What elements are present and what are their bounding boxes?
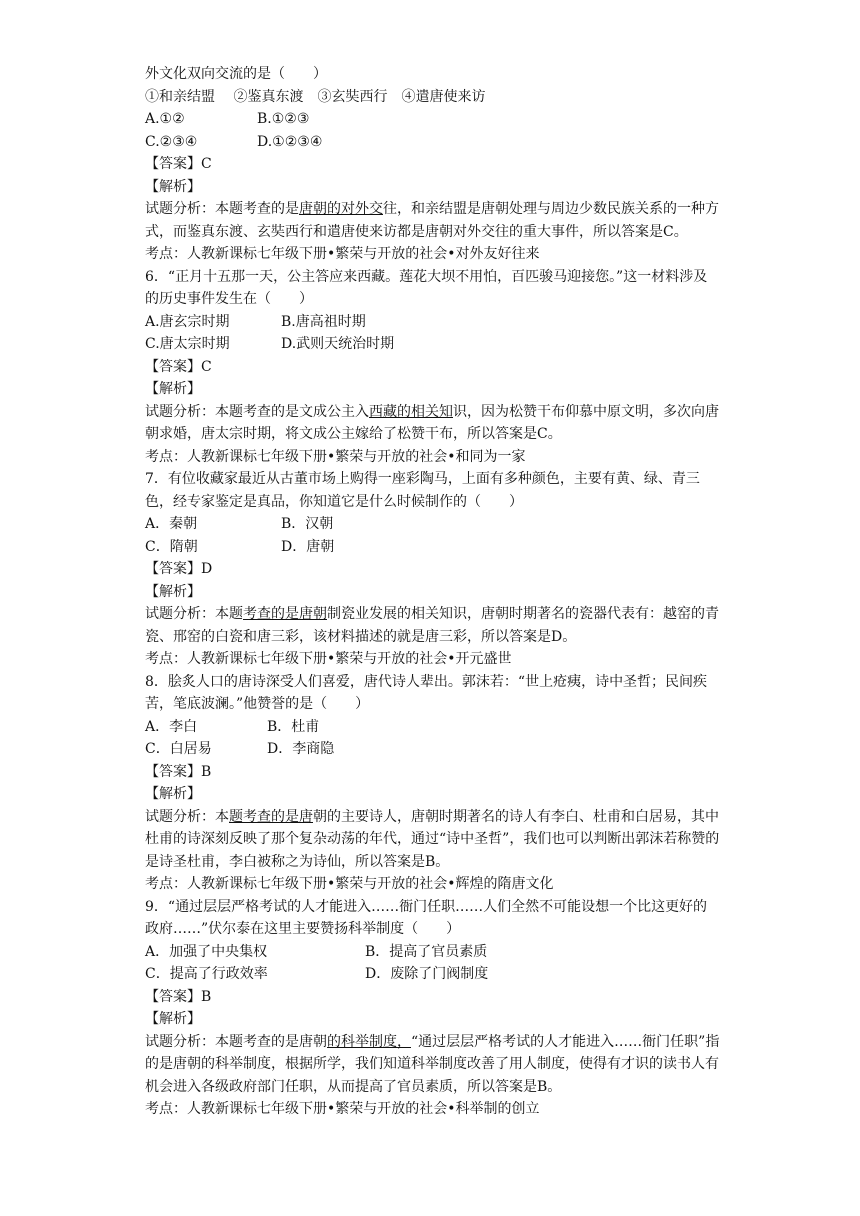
analysis-label: 【解析】	[145, 1011, 201, 1027]
question-6	[145, 266, 720, 469]
analysis-text-part: “通过层层严格考试的人才能进入……衙门任职”指的是唐朝的科举制度，根据所学，我们知道科举制度改善了用人制度，使得有才识的读书人有机会进入各级政府部门任职，从而提高了官员素质，所以答案是B。	[145, 1033, 720, 1095]
option-row	[145, 738, 720, 761]
analysis-text	[145, 1031, 720, 1099]
knowledge-point: 考点：人教新课标七年级下册•繁荣与开放的社会•辉煌的隋唐文化	[145, 876, 554, 892]
analysis-text-part: 试题分析：本题考查的是唐朝	[145, 1033, 327, 1050]
analysis-text	[145, 806, 720, 874]
option-b: B.①②③	[257, 111, 310, 127]
option-b: B．提高了官员素质	[365, 943, 488, 960]
knowledge-point: 考点：人教新课标七年级下册•繁荣与开放的社会•开元盛世	[145, 651, 512, 667]
option-c: C.唐太宗时期	[145, 336, 230, 352]
option-row	[145, 941, 720, 964]
answer: 【答案】B	[145, 988, 212, 1005]
knowledge-point: 考点：人教新课标七年级下册•繁荣与开放的社会•科举制的创立	[145, 1101, 540, 1117]
option-row	[145, 311, 720, 334]
analysis-text-part: 往，和亲结盟是唐朝处理与周边少数民族关系的一种方式，而鉴真东渡、玄奘西行和遣唐使来访都是唐朝对外交往的重大事件，所以答案是C。	[145, 201, 719, 240]
analysis-text	[145, 198, 720, 243]
option-a: A.唐玄宗时期	[145, 313, 230, 330]
option-b: B.唐高祖时期	[281, 313, 366, 330]
question-items: ①和亲结盟 ②鉴真东渡 ③玄奘西行 ④遣唐使来访	[145, 88, 486, 105]
option-row	[145, 963, 720, 986]
analysis-text-part: 朝的主要诗人，唐朝时期著名的诗人有李白、杜甫和白居易，其中杜甫的诗深刻反映了那个复杂动荡的年代，通过“诗中圣哲”，我们也可以判断出郭沫若称赞的是诗圣杜甫，李白被称之为诗仙，所以答案是B。	[145, 808, 720, 870]
analysis-underlined: 题考查的是唐	[229, 808, 313, 825]
analysis-text-part: 试题分析：本题考查的是文成公主入	[145, 403, 369, 420]
option-row	[145, 108, 720, 131]
option-row	[145, 716, 720, 739]
option-row	[145, 131, 720, 154]
analysis-label: 【解析】	[145, 178, 201, 195]
answer: 【答案】B	[145, 763, 212, 780]
analysis-label: 【解析】	[145, 786, 201, 802]
analysis-label: 【解析】	[145, 583, 201, 600]
option-c: C．提高了行政效率	[145, 966, 268, 982]
option-a: A．秦朝	[145, 516, 198, 532]
analysis-text-part: 试题分析：本	[145, 808, 229, 825]
analysis-text-part: 试题分析：本题	[145, 606, 243, 622]
analysis-underlined: 唐朝的对外交	[299, 201, 383, 217]
analysis-text	[145, 401, 720, 446]
knowledge-point: 考点：人教新课标七年级下册•繁荣与开放的社会•和同为一家	[145, 448, 526, 465]
option-row	[145, 333, 720, 356]
option-d: D.武则天统治时期	[281, 336, 395, 352]
question-stem: 7．有位收藏家最近从古董市场上购得一座彩陶马，上面有多种颜色，主要有黄、绿、青三色，经专家鉴定是真品，你知道它是什么时候制作的（ ）	[145, 471, 700, 510]
option-c: C.②③④	[145, 133, 198, 150]
question-stem: 6．“正月十五那一天，公主答应来西藏。莲花大坝不用怕，百匹骏马迎接您。”这一材料涉及的历史事件发生在（ ）	[145, 268, 708, 307]
knowledge-point: 考点：人教新课标七年级下册•繁荣与开放的社会•对外友好往来	[145, 246, 540, 262]
option-d: D.①②③④	[257, 133, 323, 150]
page-content	[145, 63, 720, 1121]
option-d: D．李商隐	[267, 741, 335, 757]
option-a: A.①②	[145, 111, 185, 127]
question-7	[145, 468, 720, 671]
option-b: B．汉朝	[281, 516, 334, 532]
question-8	[145, 671, 720, 896]
answer: 【答案】C	[145, 358, 212, 375]
analysis-text	[145, 603, 720, 648]
analysis-underlined: 考查的是唐朝	[243, 606, 327, 622]
analysis-label: 【解析】	[145, 381, 201, 397]
analysis-text-part: 识，因为松赞干布仰慕中原文明，多次向唐朝求婚，唐太宗时期，将文成公主嫁给了松赞干布，所以答案是C。	[145, 403, 719, 442]
question-stem: 8．脍炙人口的唐诗深受人们喜爱，唐代诗人辈出。郭沫若：“世上疮痍，诗中圣哲；民间疾苦，笔底波澜。”他赞誉的是（ ）	[145, 673, 708, 712]
option-b: B．杜甫	[267, 718, 320, 735]
question-9	[145, 896, 720, 1121]
analysis-text-part: 制瓷业发展的相关知识，唐朝时期著名的瓷器代表有：越窑的青瓷、邢窑的白瓷和唐三彩，该材料描述的就是唐三彩，所以答案是D。	[145, 606, 719, 645]
option-d: D．废除了门阀制度	[365, 966, 489, 982]
option-row	[145, 536, 720, 559]
option-a: A．李白	[145, 718, 198, 735]
option-d: D．唐朝	[281, 538, 335, 555]
answer: 【答案】C	[145, 156, 212, 172]
analysis-text-part: 试题分析：本题考查的是	[145, 201, 299, 217]
question-stem: 9．“通过层层严格考试的人才能进入……衙门任职……人们全然不可能设想一个比这更好的政府……”伏尔泰在这里主要赞扬科举制度（ ）	[145, 898, 708, 937]
option-row	[145, 513, 720, 536]
question-5	[145, 63, 720, 266]
question-stem: 外文化双向交流的是（ ）	[145, 66, 327, 82]
answer: 【答案】D	[145, 561, 213, 577]
option-c: C．隋朝	[145, 538, 198, 555]
option-c: C．白居易	[145, 741, 212, 757]
analysis-underlined: 的科举制度，	[327, 1033, 411, 1050]
option-a: A．加强了中央集权	[145, 943, 268, 960]
analysis-underlined: 西藏的相关知	[369, 403, 453, 420]
